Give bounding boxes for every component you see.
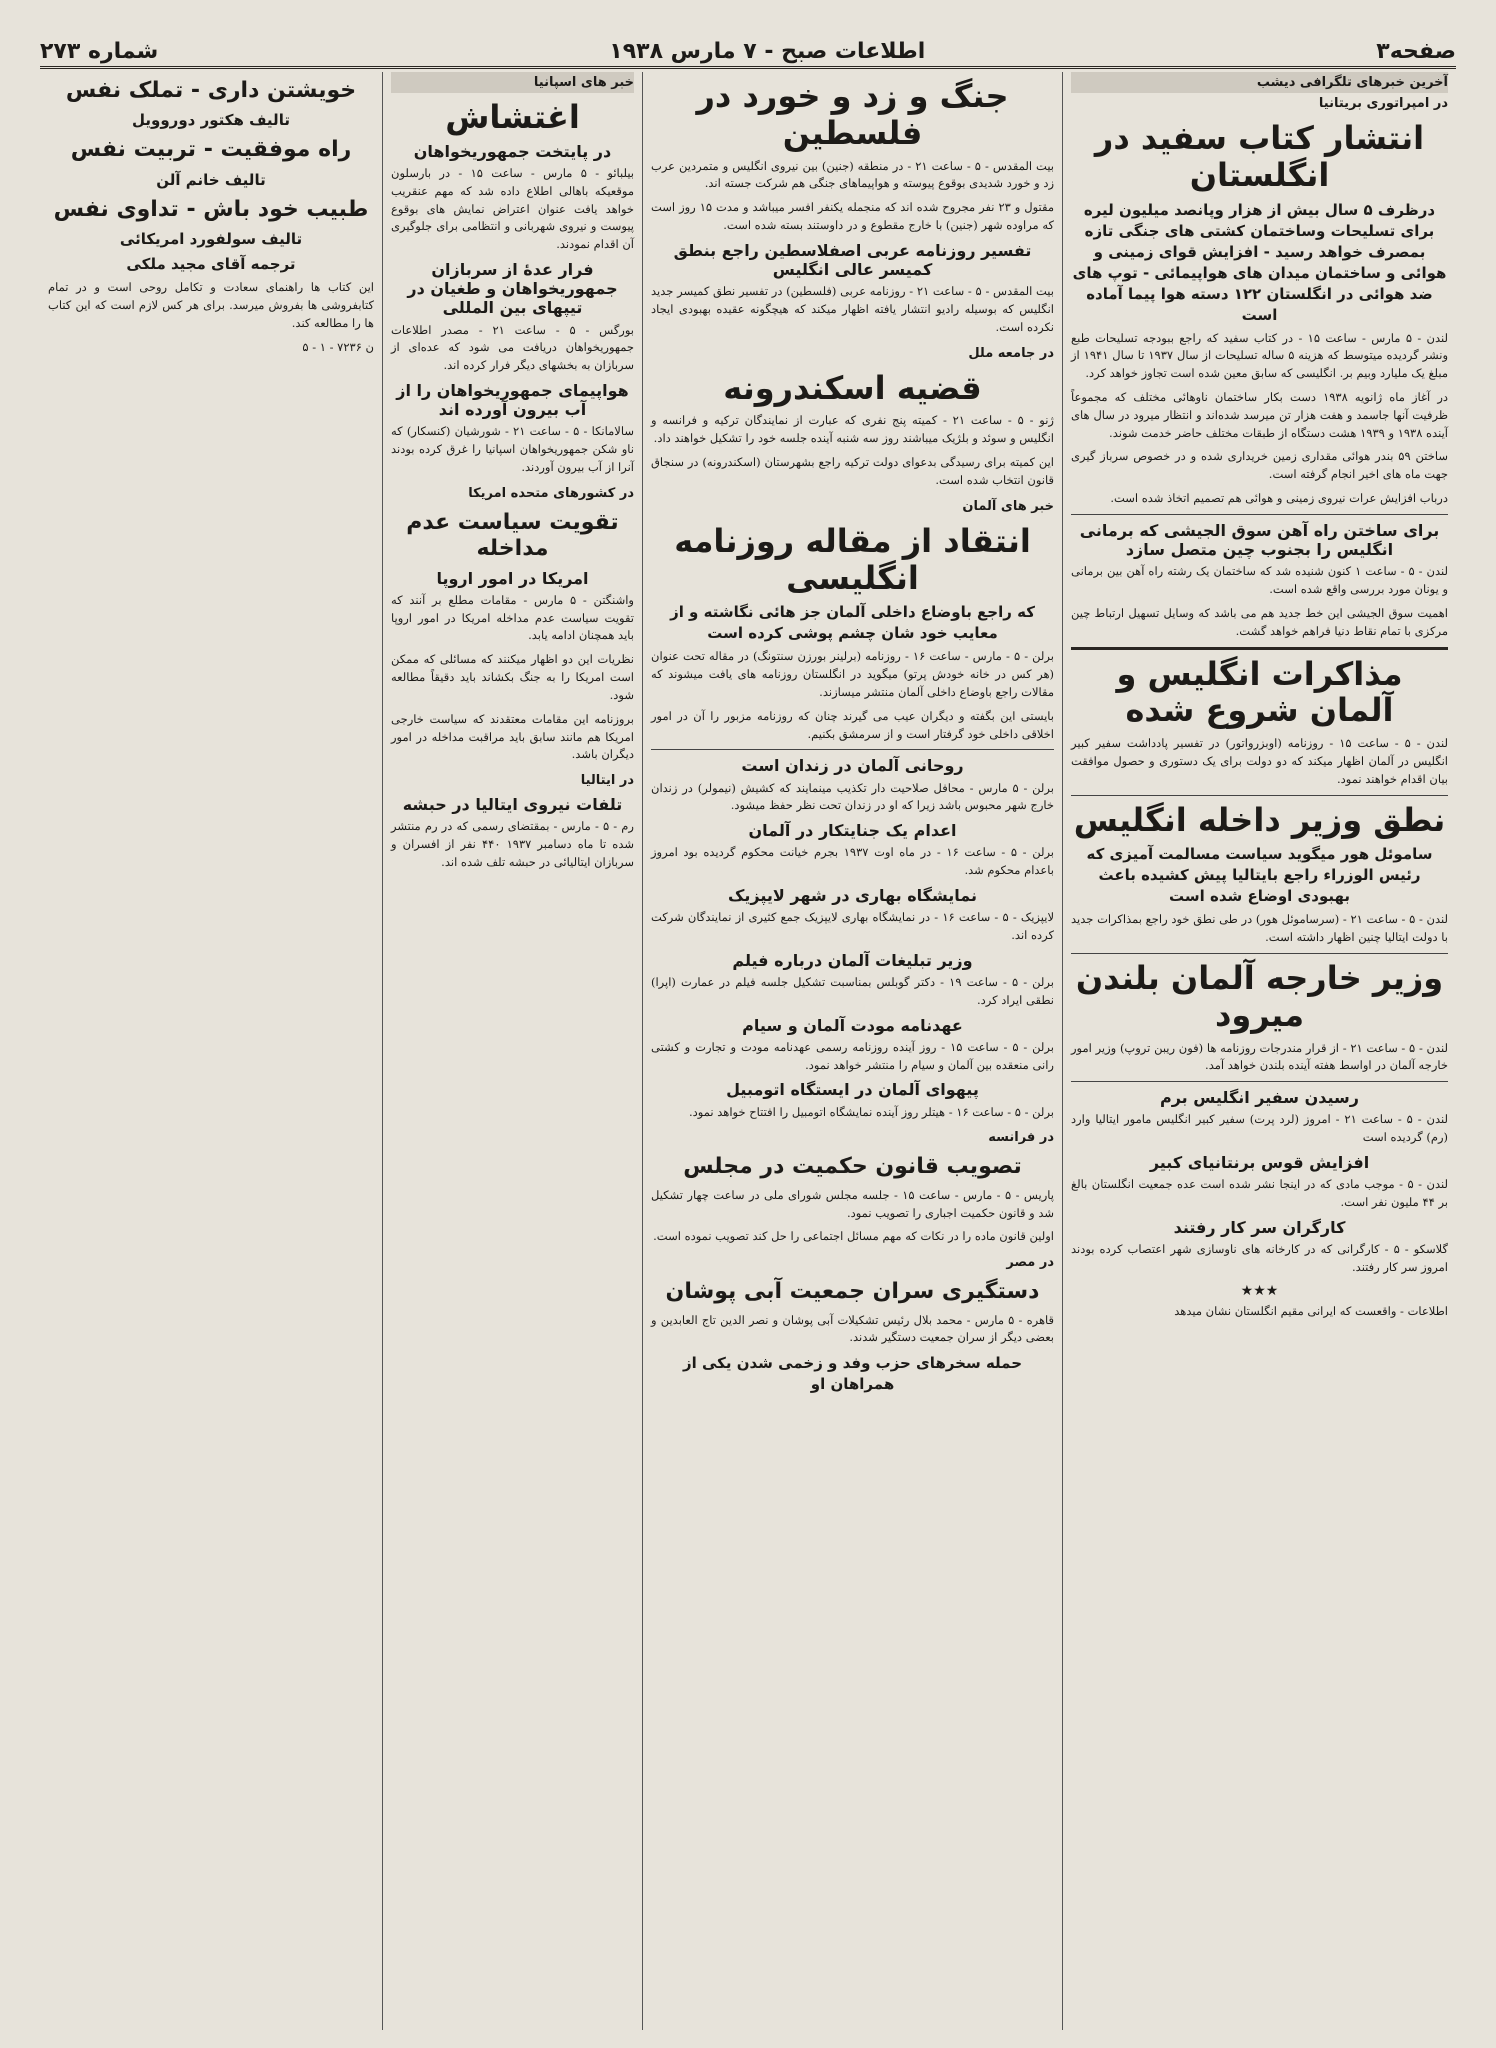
column-4	[40, 72, 382, 2030]
headline-negotiations: مذاکرات انگلیس و آلمان شروع شده	[1116, 654, 1403, 730]
headline-execution: اعدام یک جنایتکار در آلمان	[748, 821, 957, 841]
telegraph-corner: آخرین خبرهای تلگرافی دیشب	[1071, 72, 1448, 93]
article-paragraph: بیلبائو - ۵ مارس - ساعت ۱۵ - در بارسلون موقعیکه باهالی اطلاع داده شد که مهم عنقریب خواهد یافت عنوان اعتراض نمایش های بوقوع پیوست و نیروی شهربانی و انتظامی برای جلوگیری آن اقدام نمودند.	[391, 165, 634, 252]
ad-author: تالیف خانم آلن	[156, 170, 266, 189]
article-paragraph: ژنو - ۵ - ساعت ۲۱ - کمیته پنج نفری که عبارت از نمایندگان ترکیه و فرانسه و انگلیس و سوئد و بلژیک میباشند روز سه شنبه آینده جلسه خود را تشکیل خواهند داد.	[651, 413, 1054, 446]
article-paragraph: لندن - ۵ مارس - ساعت ۱۵ - در کتاب سفید که راجع ببودجه تسلیحات طبع ونشر گردیده میتوسط که هزینه ۵ ساله تسلیحات از سال ۱۹۳۷ تا سال ۱۹۴۱ از مبلغ یک ملیارد وبیم بر. انگلیسی که سابق معین شده است تجاوز خواهد کرد.	[1071, 330, 1449, 381]
subhead: امریکا در امور اروپا	[436, 568, 589, 588]
divider-stars: ★★★	[1240, 1282, 1279, 1299]
headline-blueshirts: دستگیری سران جمعیت آبی پوشان	[665, 1279, 1040, 1305]
ad-title: راه موفقیت - تربیت نفس	[70, 137, 352, 163]
headline-workers: کارگران سر کار رفتند	[1173, 1217, 1346, 1237]
article-paragraph: رم - ۵ - مارس - بمقتضای رسمی که در رم منتشر شده تا ماه دسامبر ۱۹۳۷ ۴۴۰ نفر از افسران و سربازان ایتالیائی در حبشه تلف شده اند.	[391, 819, 634, 869]
headline-siam-treaty: عهدنامه مودت آلمان و سیام	[742, 1015, 963, 1035]
headline-italy-losses: تلفات نیروی ایتالیا در حبشه	[402, 795, 623, 815]
article-paragraph: بایستی این بگفته و دیگران عیب می گیرند چنان که روزنامه مزبور را آن در امور اخلاقی داخلی خود گرفتار است و از سرمشق بکنیم.	[651, 708, 1054, 741]
subhead-white-paper: درظرف ۵ سال بیش از هزار وپانصد میلیون لیره برای تسلیحات وساختمان کشتی های جنگی تازه بمصرف خواهد رسید - افزایش قوای زمینی و هوائی و ساختمان میدان های هواپیمائی - توپ های ضد هوائی در انگلستان ۱۲۲ دسته هوا پیما آماده است	[1072, 200, 1447, 324]
article-paragraph: در آغاز ماه ژانویه ۱۹۳۸ دست بکار ساختمان ناوهائی مختلف که مجموعاً ظرفیت آنها جاسمد و هفت هزار تن میرسد شده‌اند و انتظار میرود در سال های آینده ۱۹۳۸ و ۱۹۳۹ هشت دستگاه از طبقات مختلف حاضر خدمت شوند.	[1071, 390, 1448, 440]
headline-non-intervention: تقویت سیاست عدم مداخله	[406, 509, 619, 562]
headline-railway: برای ساختن راه آهن سوق الجیشی که برمانی انگلیس را بجنوب چین متصل سازد	[1079, 520, 1440, 560]
column-1	[1062, 72, 1456, 2030]
article-paragraph: نظریات این دو اظهار میکنند که مسائلی که ممکن است امریکا را به جنگ بکشاند باید دقیقاً مطالعه شود.	[391, 652, 634, 702]
article-paragraph: لندن - ۵ - ساعت ۲۱ - امروز (لرد پرت) سفیر کبیر انگلیس مامور ایتالیا وارد (رم) گردیده است	[1071, 1112, 1448, 1145]
headline-unrest: اغتشاش	[445, 98, 580, 136]
ad-translator: ترجمه آقای مجید ملکی	[126, 255, 296, 274]
ad-title: طبیب خود باش - تداوی نفس	[53, 196, 369, 222]
article-paragraph: بیت المقدس - ۵ - ساعت ۲۱ - در منطقه (جنین) بین نیروی انگلیس و متمردین عرب زد و خورد شدیدی بوقوع پیوسته و هواپیماهای جنگی هم شرکت جسته اند.	[651, 158, 1055, 191]
article-paragraph: ساختن ۵۹ بندر هوائی مقداری زمین خریداری شده و در خصوص سرباز گیری جهت ماه های اخیر انجام گرفته است.	[1071, 449, 1448, 482]
section-label: در امپراتوری بریتانیا	[1318, 96, 1448, 111]
ad-author: تالیف هکتور دوروویل	[132, 111, 290, 130]
article-paragraph: بروزنامه این مقامات معتقدند که سیاست خارجی امریکا هم مانند سابق باید مراقبت مداخله در امور دیگران باشد.	[391, 711, 634, 762]
subhead: در پایتخت جمهوریخواهان	[413, 141, 612, 161]
headline-palestine: جنگ و زد و خورد در فلسطین	[696, 77, 1009, 152]
section-label: در کشورهای متحده امریکا	[468, 485, 634, 501]
headline-criticism: انتقاد از مقاله روزنامه انگلیسی	[674, 521, 1031, 597]
ad-body: این کتاب ها راهنمای سعادت و تکامل روحی است و در تمام کتابفروشی ها بفروش میرسد. برای هر کس لازم است که این کتاب ها را مطالعه کند.	[48, 280, 374, 330]
subhead: فرار عدۀ از سربازان جمهوریخواهان و طغیان در تیپهای بین المللی	[407, 260, 618, 318]
masthead	[40, 36, 1456, 69]
article-paragraph: لایپزیک - ۵ - ساعت ۱۶ - در نمایشگاه بهاری لایپزیک جمع کثیری از نمایندگان شرکت کرده اند.	[651, 910, 1054, 942]
section-label: در جامعه ملل	[968, 345, 1054, 361]
column-3	[382, 72, 642, 2030]
section-label: در فرانسه	[988, 1130, 1054, 1146]
headline-interior-minister: نطق وزیر داخله انگلیس	[1073, 800, 1446, 839]
ad-title: خویشتن داری - تملک نفس	[65, 78, 357, 103]
article-paragraph: این کمیته برای رسیدگی بدعوای دولت ترکیه راجع بشهرستان (اسکندرونه) در سنجاق قانون انتخاب شده است.	[651, 455, 1054, 487]
article-paragraph: بورگس - ۵ - ساعت ۲۱ - مصدر اطلاعات جمهوریخواهان دریافت می شود که عده‌ای از سربازان به بخشهای دیگر فرار کرده اند.	[391, 322, 635, 373]
article-paragraph: سالامانکا - ۵ - ساعت ۲۱ - شورشیان (کنسکار) که ناو شکن جمهوریخواهان اسپانیا را غرق کرده بودند آنرا از آب بیرون آوردند.	[391, 424, 634, 475]
article-paragraph: لندن - ۵ - ساعت ۲۱ - از قرار مندرجات روزنامه ها (فون ریبن تروپ) وزیر امور خارجه آلمان در اواسط هفته آینده بلندن خواهد آمد.	[1071, 1040, 1448, 1073]
headline-foreign-minister: وزیر خارجه آلمان بلندن میرود	[1075, 958, 1444, 1034]
article-paragraph: مقتول و ۲۳ نفر مجروح شده اند که منجمله یکنفر افسر میباشد و مدت ۱۵ روز است که مراوده شهر (جنین) با خارج مقطوع و در داوستند بسته شده است.	[651, 200, 1055, 233]
article-paragraph: گلاسکو - ۵ - کارگرانی که در کارخانه های ناوسازی شهر اعتصاب کرده بودند امروز سر کار رفتند.	[1071, 1242, 1448, 1274]
section-label: خبر های اسپانیا	[391, 72, 634, 93]
article-paragraph: برلن - ۵ مارس - محافل صلاحیت دار تکذیب مینمایند که کشیش (نیمولر) در زندان خارج شهر محبوس باشد زیرا که او در زندان تحت نظر حفظ میشود.	[651, 780, 1054, 813]
article-paragraph: برلن - ۵ - ساعت ۱۵ - روز آینده روزنامه رسمی عهدنامه مودت و تجارت و کشتی رانی منعقده بین آلمان و سیام را منتشر خواهد نمود.	[651, 1039, 1054, 1072]
subhead-interior-minister: ساموئل هور میگوید سیاست مسالمت آمیزی که رئیس الوزراء راجع بایتالیا پیش کشیده باعث بهبودی اوضاع شده است	[1086, 845, 1433, 906]
notice: اطلاعات - واقعست که ایرانی مقیم انگلستان نشان میدهد	[1174, 1303, 1448, 1318]
subhead-palestine: تفسیر روزنامه عربی اصفلاسطین راجع بنطق کمیسر عالی انگلیس	[673, 240, 1032, 280]
article-paragraph: قاهره - ۵ مارس - محمد بلال رئیس تشکیلات آبی پوشان و نصر الدین تاج العابدین و بعضی دیگر از سران جمعیت دستگیر شدند.	[651, 1312, 1055, 1345]
article-paragraph: برلن - ۵ - ساعت ۱۶ - هیتلر روز آینده نمایشگاه اتومبیل را افتتاح خواهد نمود.	[689, 1104, 1054, 1119]
article-paragraph: بیت المقدس - ۵ - ساعت ۲۱ - روزنامه عربی (فلسطین) در تفسیر نطق کمیسر جدید انگلیس که بوسیله رادیو انتشار یافته اظهار میکند که هیچگونه عقیده بهبودی ایجاد نکرده است.	[651, 284, 1054, 334]
headline-auto-show: پیهوای آلمان در ایستگاه اتومبیل	[726, 1080, 979, 1100]
headline-white-paper: انتشار کتاب سفید در انگلستان	[1094, 119, 1425, 194]
subhead: هواپیمای جمهوریخواهان را از آب بیرون آورده اند	[396, 381, 629, 420]
masthead-date: اطلاعات صبح - ۷ مارس ۱۹۳۸	[609, 38, 926, 64]
headline-arbitration: تصویب قانون حکمیت در مجلس	[683, 1154, 1022, 1180]
headline-leipzig: نمایشگاه بهاری در شهر لایپزیک	[728, 885, 977, 905]
article-paragraph: لندن - ۵ - ساعت ۱۵ - روزنامه (اوبزرواتور) در تفسیر پادداشت سفیر کبیر انگلیس در آلمان اظهار میکند که دو دولت برای یک دستوری و حصول موافقت بیان اقدام خواهند نمود.	[1071, 736, 1449, 786]
article-paragraph: لندن - ۵ - ساعت ۱ کنون شنیده شد که ساختمان یک رشته راه آهن بین برمانی و یونان مورد بررسی واقع شده است.	[1071, 564, 1448, 597]
ad-author: تالیف سولفورد امریکائی	[119, 230, 303, 249]
article-paragraph: برلن - ۵ - ساعت ۱۶ - در ماه اوت ۱۹۳۷ بجرم خیانت محکوم گردیده بود امروز باعدام محکوم شد.	[651, 845, 1054, 878]
headline-ambassador: رسیدن سفیر انگلیس برم	[1160, 1088, 1359, 1108]
subhead-criticism: که راجع باوضاع داخلی آلمان جز هائی نگاشته و از معایب خود شان چشم پوشی کرده است	[670, 603, 1035, 643]
article-paragraph: برلن - ۵ - مارس - ساعت ۱۶ - روزنامه (برلینر بورزن سنتونگ) در مقاله تحت عنوان (هر کس در خانه خودش پرتو) میگوید در انگلستان روزنامه های یافت میشوند که مقالات راجع باوضاع داخلی آلمان منتشر میسازند.	[651, 649, 1054, 699]
article-paragraph: واشنگتن - ۵ مارس - مقامات مطلع بر آنند که تقویت سیاست عدم مداخله امریکا در امور اروپا باید همچنان ادامه یابد.	[391, 592, 634, 643]
article-paragraph: لندن - ۵ - ساعت ۲۱ - (سرساموئل هور) در طی نطق خود راجع بمذاکرات جدید با دولت ایتالیا چنین اظهار داشته است.	[1071, 912, 1448, 945]
headline-alexandretta: قضیه اسکندرونه	[723, 368, 982, 407]
article-paragraph: اهمیت سوق الجیشی این خط جدید هم می باشد که وسایل تسهیل ارتباط چین مرکزی با تمام نقاط دنیا فراهم خواهد گشت.	[1071, 605, 1448, 638]
footer-headline: حمله سخرهای حزب وفد و زخمی شدن یکی از همراهان او	[682, 1354, 1023, 1394]
page-number: صفحه۳	[1376, 38, 1456, 64]
article-paragraph: پاریس - ۵ - مارس - ساعت ۱۵ - جلسه مجلس شورای ملی در ساعت چهار تشکیل شد و قانون حکمیت اجباری را تصویب نمود.	[651, 1187, 1054, 1220]
section-label: در مصر	[1006, 1255, 1054, 1271]
headline-population: افزایش قوس برنتانیای کبیر	[1149, 1153, 1370, 1173]
headline-goebbels: وزیر تبلیغات آلمان درباره فیلم	[732, 950, 973, 970]
article-paragraph: لندن - ۵ - موجب مادی که در اینجا نشر شده است عده جمعیت انگلستان بالغ بر ۴۴ ملیون نفر است.	[1071, 1177, 1448, 1210]
article-paragraph: برلن - ۵ - ساعت ۱۹ - دکتر گوبلس بمناسبت تشکیل جلسه فیلم در عمارت (اپرا) نطقی ایراد کرد.	[651, 974, 1054, 1007]
article-paragraph: اولین قانون ماده را در نکات که مهم مسائل اجتماعی را حل کند تصویب نموده است.	[653, 1229, 1054, 1244]
ad-footer: ن ۷۲۳۶ - ۱ - ۵	[302, 339, 374, 354]
issue-number: شماره ۲۷۳	[40, 38, 159, 64]
article-paragraph: درباب افزایش عرات نیروی زمینی و هوائی هم تصمیم اتخاذ شده است.	[1110, 491, 1448, 506]
column-2	[642, 72, 1062, 2030]
section-label: خبر های آلمان	[962, 498, 1054, 514]
section-label: در ایتالیا	[580, 773, 634, 789]
headline-pastor: روحانی آلمان در زندان است	[741, 756, 964, 776]
